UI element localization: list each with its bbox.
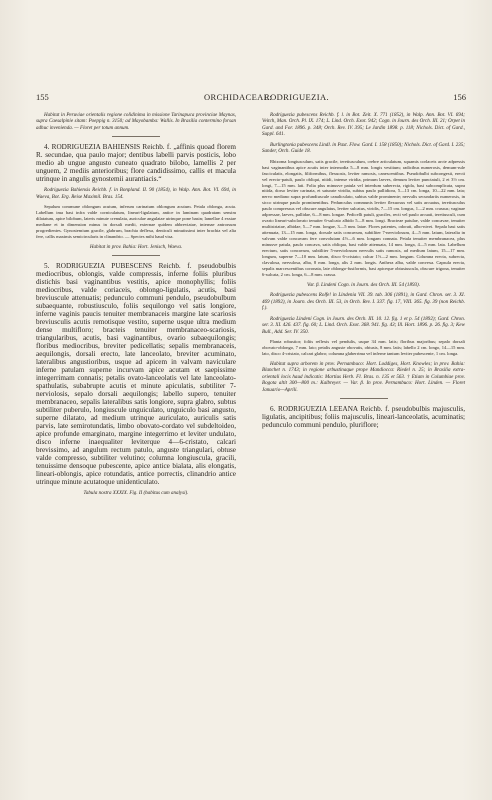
header-family: ORCHIDACEAE: bbox=[204, 92, 273, 102]
habitat-paragraph: Habitat in Peruviae orientalis regione colidinima in missione Tarinapuca provinciae Maynas, supra Caesalpinie sitam: Poeppig n. 3150; ad Mayobamba: Wallis. In Brasilia contermino forsan adhuc invenienda. — Floret per totum annum. bbox=[36, 112, 236, 131]
species-4-habitat: Habitat in prov. Bahia: Hort. Jenisch, Waeva. bbox=[89, 243, 183, 250]
species-description: Rhizoma longiusculum, satis gracile, teretiusculum, crebre articulatum, squamis corlaceis arcte adpressis basi vaginantibus apice acutis inter internodia 5—8 mm. longis vestitum; radicibus numerosis, demum-rule fasciculatis, elongatis, filiformibus, flexuosis, leviter ramosis, canescentibus. Pseudobulbi subcongesti, erecti vel erecto-patuli, paulo obliqui, nitidi, intense viridia, primum laeves, demum leviter punctatuli, 2 et 3½ cm. longi, 7—15 mm. lati. Folia plus minusve patula vel interdum suberecta, rigida, basi subcomplicata, supra nitida, dorso leviter carinata, et saturate viridia, subtus paulo pallidiora, 5—13 cm. longa, 10—22 mm. lata; nervo mediano supra profundiuscule canaliculato, subtus valde prominente; nervulis secundariis numerosis, in sicco utrinque paulo prominentibus. Pedunculus communis leviter flexuosus vel satis arcuatus, teretiusculus paulo compressus vel obscure angulatus, leviter sulcatus, viridis, 7—15 cm. longus, 1—2 mm. crassus; vaginae adpressae, laeves, pallidae, 6—8 mm. longae. Pedicelli patuli, graciles, recti vel paulo arcuati, teretiusculi, cum ovario lineari-subclavato tenuiter 6-sulcato albido 5—8 mm. longi. Bracteae patulae, valde concavae, tenuiter multistriatae, albidae, 5—7 mm. longae, 3—5 mm. latae. Flores patentes, odorati, albo-nivei. Sepala basi satis attenuata, 13—15 mm. longa, dorsale satis concavum, subtiliter 7-nerviolosum, 4—5 mm. latum, lateralia in valvam valde concavam fere convolutam 4½—6 mm. longam connata. Petala tenuiter membranacea, plus minusve patula, paulo concava, satis obliqua, basi valde attenuata, 14 mm. longa, 4—5 mm. lata. Labellum erectum, satis concavum, subtiliter 5-nerviolosum nervulis satis ramosis, ad medium latum, 15—17 mm. longum, superne 7—10 mm. latum, disco 6-cristato; calcar 1½—2 mm. longum. Columna erecta, subrecta, clavulosa, nervulosa, alba, 8 mm. longa, alis 2 mm. longis. Anthera alba, valde convexa. Capsula erecta, sepalis marcescentibus coronata, late oblongo-fusiformis, basi apiceque obtusiuscula, obscure trigona, tenuiter 6-sulcata, 2 cm. longa, 6—8 mm. crassa. bbox=[262, 158, 465, 277]
plate-reference: Tabula nostra XXXIX. Fig. II (habitus cum analysi). bbox=[83, 490, 189, 497]
synonymy-1: Rodriguezia pubescens Reichb. f. l. in Bot. Zeit. X. 771 (1852), in Walp. Ann. Bot. VI. 694; Veitch, Man. Orch. Pl. IX. 174; L. Lind. Orch. Exot. 942; Cogn. in Journ. des Orch. III. 21; Orpet in Gard. and For. 1896. p. 348; Orch. Rev. IV. 395; Le Jardin 1898. p. 118; Nichols. Dict. of Gard., Suppl. 641. bbox=[262, 112, 465, 138]
left-column bbox=[36, 112, 236, 501]
variety-description: Planta robustior; foliis reflexis vel pendulis, usque 34 mm. latis; floribus majoribus; sepalo dorsali obovato-oblongo, 7 mm. lato; petalis anguste obovatis, obtusis, 8 mm. latis; labello 2 cm. longo, 14—15 mm. lato, disco 4-cristato, calcari glabro; columna glaberrima vel inferne tantum leviter pubescente, 1 cm. longa. bbox=[262, 338, 465, 356]
variety-heading: Var. β. Lindeni Cogn. in Journ. des Orch. III. 54 (1893). bbox=[307, 281, 420, 288]
separator bbox=[112, 136, 160, 137]
species-4-description: Sepalum commune oblongum acutum, inferum carinatum oblongum acutum. Petala oblonga, acuta. Labellum ima basi infra valde corniculatum, lineari-ligulatum, antice in laminam quadratam sensim dilatatum, apice bilobum, lateris minute crenulata, auriculae angulatae utrinque pone basin; lamellae 4 exstae mediane et in dimension minus in dorsali medii, externae quidem abbreviatae, internae antrorsum progredientes. Gynostemium gracile, glabrum, brachia deflexa, denticuli minutissimi inter brachia vel alia fere, callis maximis semicircularis in clinandrio. — Species mihi haud visa. bbox=[36, 204, 236, 240]
species-4-heading: 4. RODRIGUEZIA BAHIENSIS Reichb. f. „affinis quoad florem R. secundae, qua paulo major; dentibus labelli parvis posticis, lobo medio ab ungue angusto cuneato quadrato bilobo, lamellis 2 per unguem, 2 mediis anterioribus; flore candidissimo, callis et macula utrinque in angulis gynostemii aurantiacis.“ bbox=[36, 143, 236, 184]
page-number-left: 155 bbox=[36, 92, 49, 102]
header-genus: RODRIGUEZIA. bbox=[264, 92, 330, 102]
right-column bbox=[262, 112, 465, 433]
running-header bbox=[36, 92, 466, 106]
separator bbox=[112, 255, 160, 256]
page-number-right: 156 bbox=[453, 92, 466, 102]
species-4-synonymy: Rodriguezia Bahiensis Reichb. f. in Bonpland. II. 90 (1854), in Walp. Ann. Bot. VI. 694, in Waeva, Bot. Erg. Reise Maximil. Bras. 154. bbox=[36, 187, 236, 200]
habitat-paragraph: Habitat supra arborem in prov. Pernambuco: Hort. Loddiges, Hort. Knowles; in prov. Bahia: Blanchet n. 1743; in regione arbustinaque prope Mandiocca: Riedel n. 25; in Brasilia extra-orientali locis haud indicatis: Martius Herb. Fl. Bras. n. 135 et 563. † Etiam in Columbiae prov. Bogota altit 300—800 m.: Kalbreyer. — Var. β. In prov. Pernambuco: Hort. Linden. — Floret Januario—Aprili. bbox=[262, 360, 465, 393]
variety-synonymy-2: Rodriguezia Lindeni Cogn. in Journ. des Orch. III. 10. 12. fig. 1 et p. 54 (1892); Gard. Chron. ser. 3. XI. 426. 437. fig. 60; L. Lind. Orch. Exot. 368. 941. fig. 43; Ill. Hort. 1896. p. 26. fig. 3; Kew Bull., Add. Ser. IV. 350. bbox=[262, 315, 465, 335]
species-6-heading: 6. RODRIGUEZIA LEEANA Reichb. f. pseudobulbis majusculis, ligulatis, ancipitibus; foliis majusculis, lineari-lanceolatis, acuminatis; pedunculo communi pendulo, pluriflore; bbox=[262, 405, 465, 430]
synonymy-2: Burlingtonia pubescens Lindl. in Paxt. Flow. Gard. I. 158 (1850); Nichols. Dict. of Gard. I. 235; Sander, Orch. Guide 18. bbox=[262, 141, 465, 155]
separator bbox=[340, 398, 388, 399]
species-5-heading: 5. RODRIGUEZIA PUBESCENS Reichb. f. pseudobulbis mediocribus, oblongis, valde compressis, inferne foliis pluribus distichis basi vaginantibus vestitis, apice monophyllis; foliis mediocribus, valde coriaceis, oblongo-ligulatis, acutis, basi breviuscule attenuatis; pedunculo communi pendulo, pseudobulbum subaequante, robustiusculo, foliis sequilongo vel satis longiore, inferne vaginis paucis tenuiter membranaceis margine late scariosis breviusculis acutis remotisque vestito, superne usque ultra medium dense multifloro; bracteis tenuiter membranaceo-scariosis, triangularibus, acutis, basi vaginantibus, ovario subaequilongis; floribus mediocribus, breviter pedicellatis; sepalis membranaceis, aequilongis, dorsali erecto, late lanceolato, breviter acuminato, lateralibus angustioribus, usque ad apicem in valvam naviculare inferne patulam superne incurvam apice acutam et saepissime integerrimam connatis; petalis ovato-lanceolatis vel late lanceolato-spathulatis, subabrupte acutis et minute apiculatis, subtiliter 7-nerviolosis, sepalo dorsali aequilongis; labello supero, tenuiter membranaceo, sepalis lateralibus satis longiore, supra glabro, subtus subtiliter puberulo, longiuscule unguiculato, unguiculo basi angusto, superne dilatato, ad medium utrinque auriculato, auriculis satis parvis, late semirotundatis, limbo obovato-cordato vel subdeltoideo, apice profunde emarginato, margine integerrimo et leviter undulato, disco inferne inaequaliter leviterque 4—6-cristato, calcari brevissimo, ad angulum rectum patulo, anguste triangulari, obtuse valde compresso, subtiliter velutino; columna longiuscula, gracili, tenuissime densoque pubescente, apice antice bialata, alis elongatis, lineari-oblongis, apice rotundatis, antice porrectis, clinandrio antice utrinque minute acutatoque unidenticulato. bbox=[36, 262, 236, 487]
variety-synonymy-1: Rodriguezia pubescens Rolfe! in Lindenia VII. 39. tab. 306 (1891), in Gard. Chron. ser. 3. XI. 469 (1892), in Journ. des Orch. III. 53, in Orch. Rev. I. 337. fig. 17, VIII. 365. fig. 39 (non Reichb. f.). bbox=[262, 292, 465, 312]
